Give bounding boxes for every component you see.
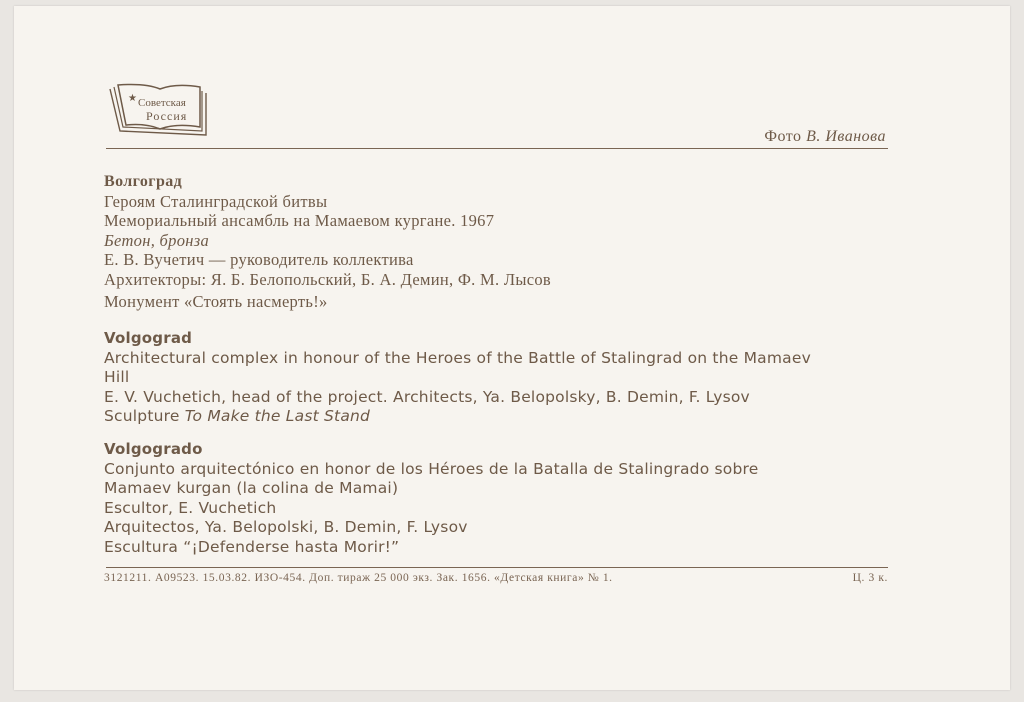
russian-line: Мемориальный ансамбль на Мамаевом кургане. 1967: [104, 211, 495, 230]
english-sculpture-title: To Make the Last Stand: [184, 407, 371, 425]
publisher-logo: [106, 81, 212, 137]
top-divider: [106, 148, 888, 149]
bottom-divider: [106, 567, 888, 568]
postcard-back: [14, 6, 1010, 690]
spanish-line: Mamaev kurgan (la colina de Mamai): [104, 479, 399, 497]
spanish-title: Volgogrado: [104, 440, 203, 458]
russian-title: Волгоград: [104, 173, 183, 190]
photo-credit: [764, 128, 886, 146]
russian-materials: Бетон, бронза: [104, 230, 210, 250]
spanish-caption: [104, 440, 904, 557]
spanish-line: Conjunto arquitectónico en honor de los Héroes de la Batalla de Stalingrado sobre: [104, 459, 759, 478]
russian-line: Архитекторы: Я. Б. Белопольский, Б. А. Демин, Ф. М. Лысов: [104, 269, 551, 289]
spanish-line: Escultor, E. Vuchetich: [104, 498, 277, 517]
book-emblem-icon: [106, 81, 212, 137]
svg-text:★: ★: [128, 93, 137, 104]
logo-line-2: Россия: [146, 109, 188, 123]
english-line: E. V. Vuchetich, head of the project. Architects, Ya. Belopolsky, B. Demin, F. Lysov: [104, 387, 750, 406]
russian-caption: [104, 172, 904, 312]
photo-credit-name: В. Иванова: [806, 128, 886, 145]
imprint-line: [104, 572, 888, 584]
english-title: Volgograd: [104, 329, 193, 347]
photo-credit-prefix: Фото: [764, 128, 802, 145]
spanish-line: Arquitectos, Ya. Belopolski, B. Demin, F. Lysov: [104, 518, 468, 536]
english-line: Hill: [104, 368, 130, 386]
price: Ц. 3 к.: [852, 572, 888, 584]
logo-line-1: Советская: [138, 97, 186, 109]
russian-line: Героям Сталинградской битвы: [104, 191, 328, 211]
russian-line: Монумент «Стоять насмерть!»: [104, 292, 328, 311]
imprint-text: 3121211. А09523. 15.03.82. ИЗО-454. Доп. тираж 25 000 экз. Зак. 1656. «Детская книга» № 1.: [104, 572, 613, 584]
english-line: Architectural complex in honour of the Heroes of the Battle of Stalingrad on the Mamaev: [104, 348, 811, 367]
english-sculpture-line: [104, 407, 904, 427]
english-caption: [104, 329, 904, 427]
spanish-line: Escultura “¡Defenderse hasta Morir!”: [104, 537, 400, 556]
russian-line: Е. В. Вучетич — руководитель коллектива: [104, 250, 414, 269]
english-sculpture-prefix: Sculpture: [104, 407, 180, 425]
